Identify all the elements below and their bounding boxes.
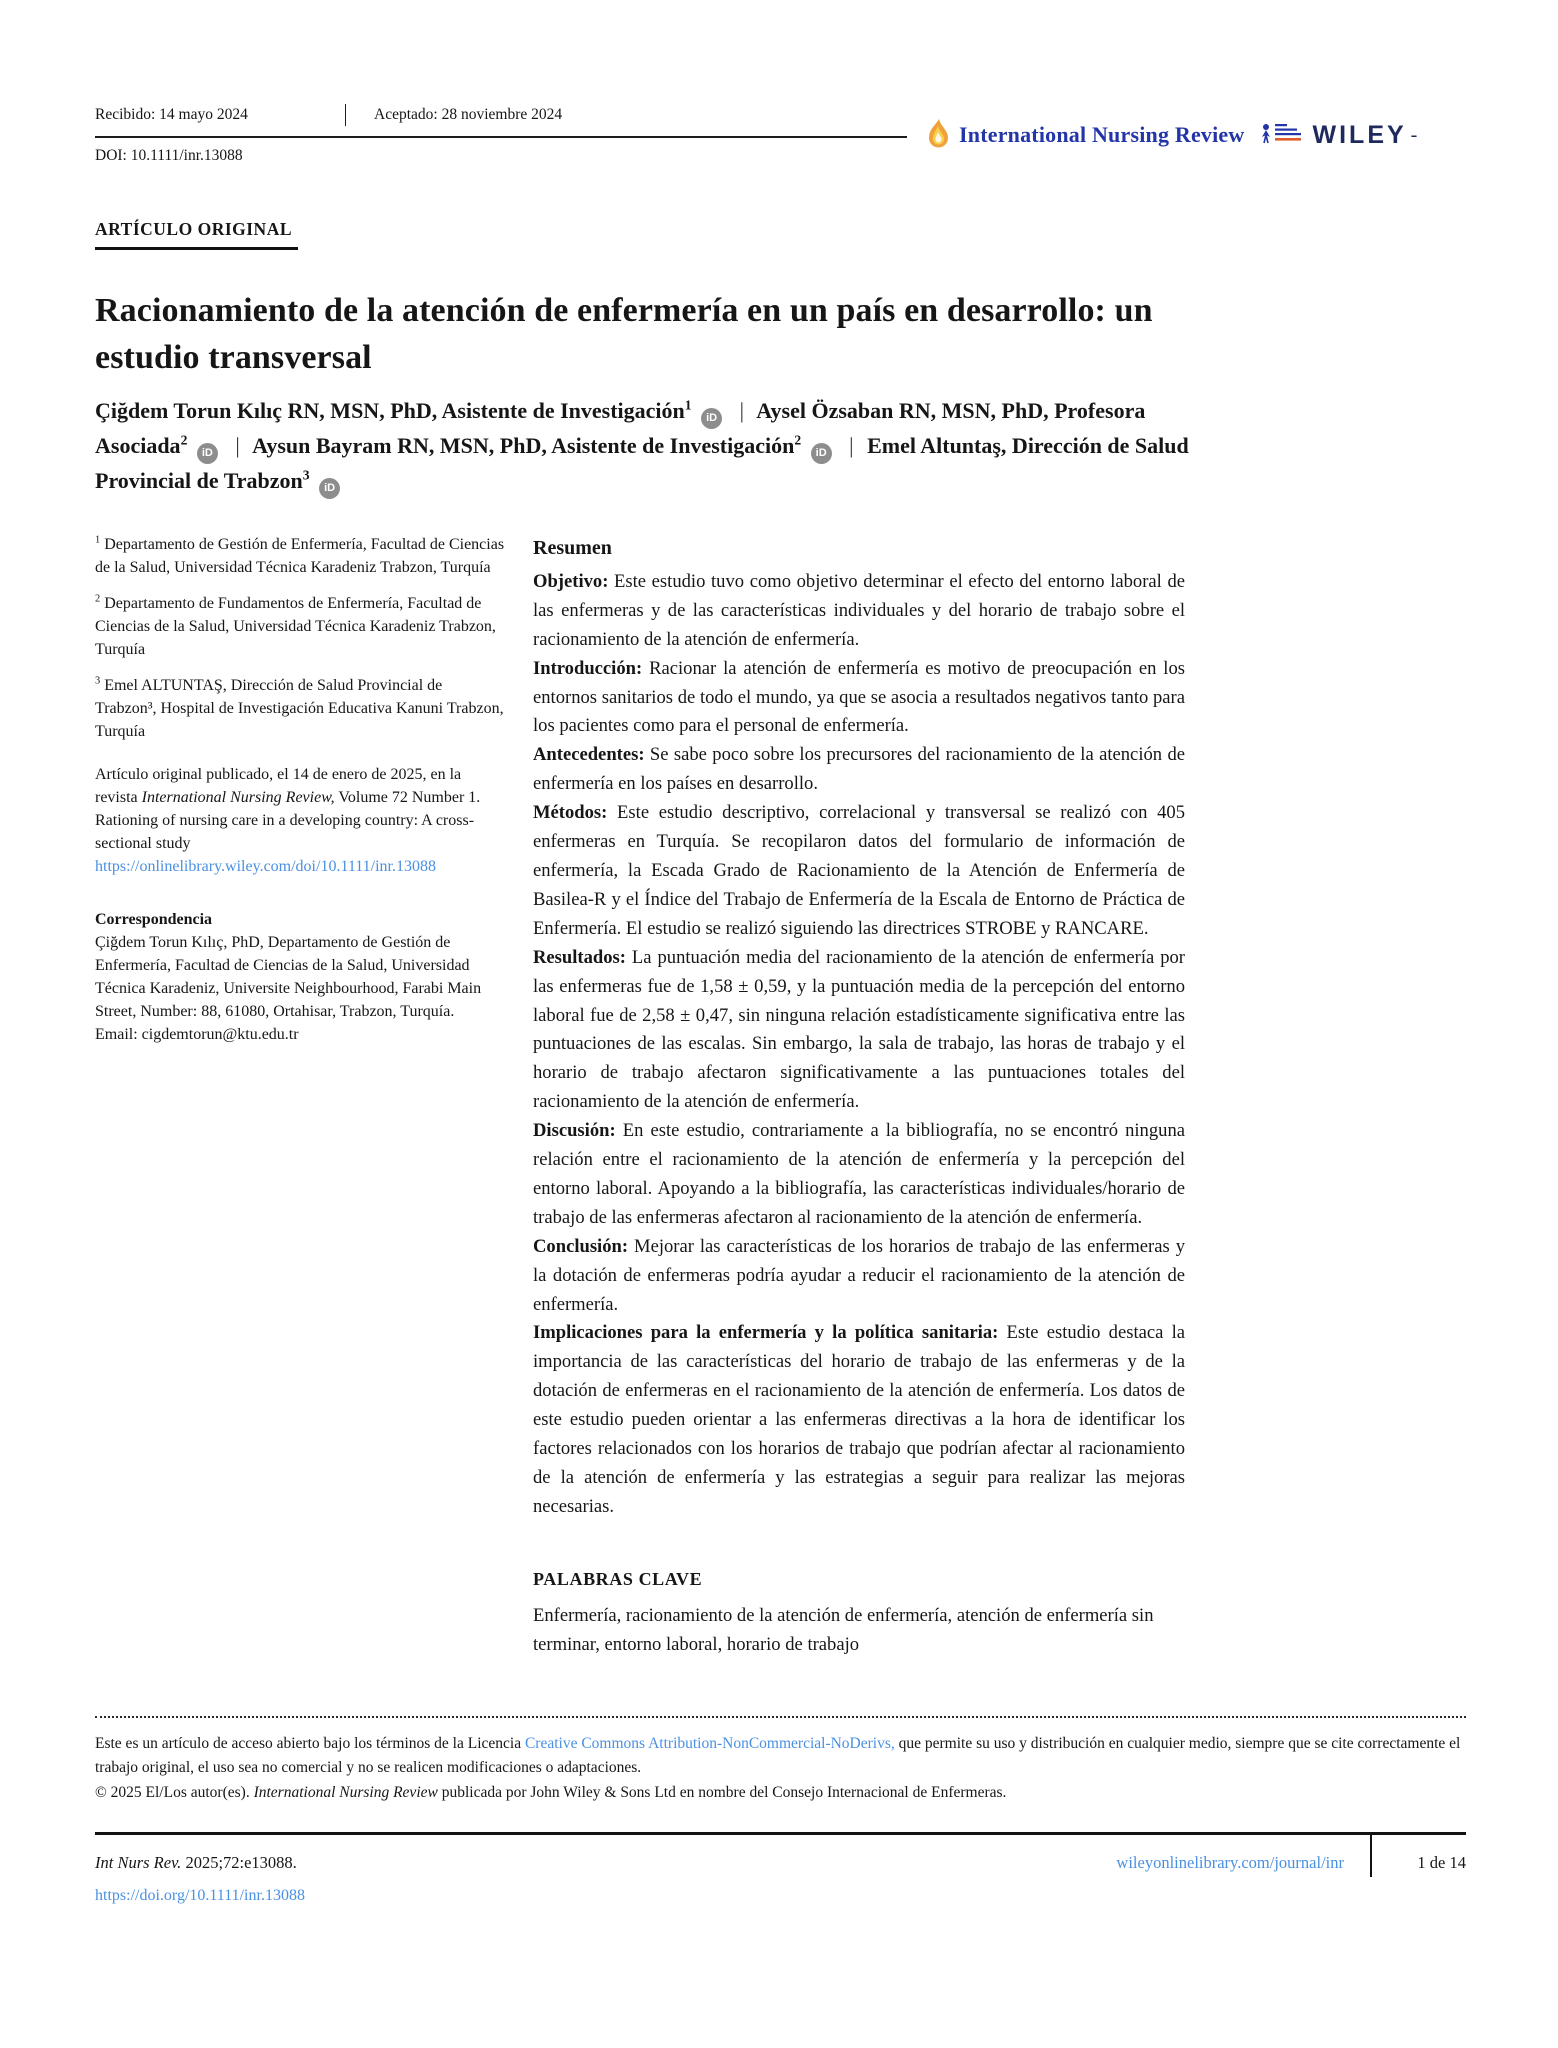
cc-license-link[interactable]: Creative Commons Attribution-NonCommercial-NoDerivs, xyxy=(524,1734,895,1752)
journal-branding xyxy=(925,118,1417,152)
author-separator: | xyxy=(235,432,240,458)
keywords-text: Enfermería, racionamiento de la atención de enfermería, atención de enfermería sin terminar, entorno laboral, horario de trabajo xyxy=(533,1604,1154,1655)
footer-divider xyxy=(1370,1835,1372,1877)
affiliation: $^1$ Departamento de Gestión de Enfermería, Facultad de Ciencias de la Salud, Universidad Técnica Karadeniz Trabzon, Turquía xyxy=(95,534,505,576)
orcid-icon[interactable]: iD xyxy=(701,408,722,429)
journal-name: International Nursing Review xyxy=(959,122,1245,147)
icn-logo-icon xyxy=(1259,121,1303,149)
author-name: Emel Altuntaş, Dirección de Salud Provincial de Trabzon$^3$ xyxy=(95,432,1189,493)
article-title: Racionamiento de la atención de enfermería en un país en desarrollo: un estudio transversal xyxy=(95,292,1153,376)
article-type-label: ARTÍCULO ORIGINAL xyxy=(95,219,298,250)
abstract-section: Objetivo: Este estudio tuvo como objetivo determinar el efecto del entorno laboral de las enfermeras y de las características individuales y del horario de trabajo sobre el racionamiento de la atención de enfermería. xyxy=(533,570,1185,650)
author-name: Aysel Özsaban RN, MSN, PhD, Profesora Asociada$^2$ xyxy=(95,397,1146,458)
abstract-column xyxy=(533,533,1185,1660)
journal-citation: Int Nurs Rev. 2025;72:e13088. xyxy=(95,1853,297,1872)
abstract-heading: Resumen xyxy=(533,536,612,559)
accepted-date: Aceptado: 28 noviembre 2024 xyxy=(345,104,562,126)
license-block: Este es un artículo de acceso abierto bajo los términos de la Licencia Creative Commons Attribution-NonCommercial-NoDerivs, que permite su uso y distribución en cualquier medio, siempre que se cite correctamente el trabajo original, el uso sea no comercial y no se realicen modificaciones o adaptaciones. © 2025 El/Los autor(es). International Nursing Review publicada por John Wiley & Sons Ltd en nombre del Consejo Internacional de Enfermeras. xyxy=(95,1734,1461,1802)
doi-link[interactable]: https://doi.org/10.1111/inr.13088 xyxy=(95,1887,305,1904)
wiley-logo: WILEY xyxy=(1312,120,1407,149)
metadata-column xyxy=(95,533,507,1660)
footer xyxy=(95,1849,1466,1877)
abstract-section: Introducción: Racionar la atención de enfermería es motivo de preocupación en los entornos sanitarios de todo el mundo, ya que se asocia a resultados negativos tanto para los pacientes como para el personal de enfermería. xyxy=(533,657,1185,737)
correspondence-heading: Correspondencia xyxy=(95,911,213,929)
correspondence-block xyxy=(95,908,507,1046)
correspondence-email: Email: cigdemtorun@ktu.edu.tr xyxy=(95,1026,299,1044)
page-header xyxy=(95,104,1466,149)
orcid-icon[interactable]: iD xyxy=(319,478,340,499)
received-date: Recibido: 14 mayo 2024 xyxy=(95,106,248,123)
orcid-icon[interactable]: iD xyxy=(197,443,218,464)
doi-line: DOI: 10.1111/inr.13088 xyxy=(95,147,243,164)
received-accepted-bar xyxy=(95,104,907,138)
abstract-section: Implicaciones para la enfermería y la política sanitaria: Este estudio destaca la importancia de las características del horario de trabajo de las enfermeras y de la dotación de enfermeras en el racionamiento de la atención de enfermería. Los datos de este estudio pueden orientar a las enfermeras directivas a la hora de identificar los factores relacionados con los horarios de trabajo que podrían afectar al racionamiento de la atención de enfermería y las estrategias a seguir para realizar las mejoras necesarias. xyxy=(533,1322,1185,1517)
author-separator: | xyxy=(739,397,744,423)
article-doi-link[interactable]: https://onlinelibrary.wiley.com/doi/10.1111/inr.13088 xyxy=(95,858,436,876)
correspondence-address: Çiğdem Torun Kılıç, PhD, Departamento de Gestión de Enfermería, Facultad de Ciencias de la Salud, Universidad Técnica Karadeniz, Universite Neighbourhood, Farabi Main Street, Number: 88, 61080, Ortahisar, Trabzon, Turquía. xyxy=(95,934,482,1021)
flame-icon xyxy=(925,118,951,152)
affiliation: $^2$ Departamento de Fundamentos de Enfermería, Facultad de Ciencias de la Salud, Universidad Técnica Karadeniz Trabzon, Turquía xyxy=(95,593,496,658)
abstract-section: Discusión: En este estudio, contrariamente a la bibliografía, no se encontró ninguna relación entre el racionamiento de la atención de enfermería y la percepción del entorno laboral. Apoyando a la bibliografía, las características individuales/horario de trabajo de las enfermeras afectaron al racionamiento de la atención de enfermería. xyxy=(533,1120,1185,1228)
footer-rule xyxy=(95,1832,1466,1835)
abstract-section: Antecedentes: Se sabe poco sobre los precursores del racionamiento de la atención de enfermería en los países en desarrollo. xyxy=(533,744,1185,795)
author-name: Çiğdem Torun Kılıç RN, MSN, PhD, Asistente de Investigación$^1$ xyxy=(95,397,692,423)
dotted-divider xyxy=(95,1716,1466,1718)
affiliation: $^3$ Emel ALTUNTAŞ, Dirección de Salud Provincial de Trabzon³, Hospital de Investigación Educativa Kanuni Trabzon, Turquía xyxy=(95,675,504,741)
abstract-section: Resultados: La puntuación media del racionamiento de la atención de enfermería por las enfermeras fue de 1,58 ± 0,59, y la puntuación media de la percepción del entorno laboral fue de 2,58 ± 0,47, sin ninguna relación estadísticamente significativa entre las puntuaciones de las escalas. Sin embargo, la sala de trabajo, las horas de trabajo y el horario de trabajo afectaron significativamente a las puntuaciones totales del racionamiento de la atención de enfermería. xyxy=(533,946,1185,1113)
abstract-section: Conclusión: Mejorar las características de los horarios de trabajo de las enfermeras y la dotación de enfermeras podría ayudar a reducir el racionamiento de la atención de enfermería. xyxy=(533,1235,1185,1315)
author-name: Aysun Bayram RN, MSN, PhD, Asistente de Investigación$^2$ xyxy=(252,432,802,458)
doi-footer-link xyxy=(95,1887,1466,1905)
author-separator: | xyxy=(849,432,854,458)
orcid-icon[interactable]: iD xyxy=(811,443,832,464)
original-article-note: Artículo original publicado, el 14 de enero de 2025, en la revista International Nursing Review, Volume 72 Number 1. Rationing of nursing care in a developing country: A cross-sectional study https://onlinelibrary.wiley.com/doi/10.1111/inr.13088 xyxy=(95,766,481,876)
wiley-dash: - xyxy=(1410,123,1418,146)
journal-homepage-link[interactable]: wileyonlinelibrary.com/journal/inr xyxy=(1116,1853,1344,1872)
page-number: 1 de 14 xyxy=(1417,1853,1466,1872)
keywords-heading: PALABRAS CLAVE xyxy=(533,1568,703,1589)
abstract-section: Métodos: Este estudio descriptivo, correlacional y transversal se realizó con 405 enfermeras en Turquía. Se recopilaron datos del formulario de información de enfermería, la Escada Grado de Racionamiento de la Atención de Enfermería de Basilea-R y el Índice del Trabajo de Enfermería de la Escala de Entorno de Práctica de Enfermería. El estudio se realizó siguiendo las directrices STROBE y RANCARE. xyxy=(533,802,1185,939)
author-list xyxy=(95,394,1190,499)
